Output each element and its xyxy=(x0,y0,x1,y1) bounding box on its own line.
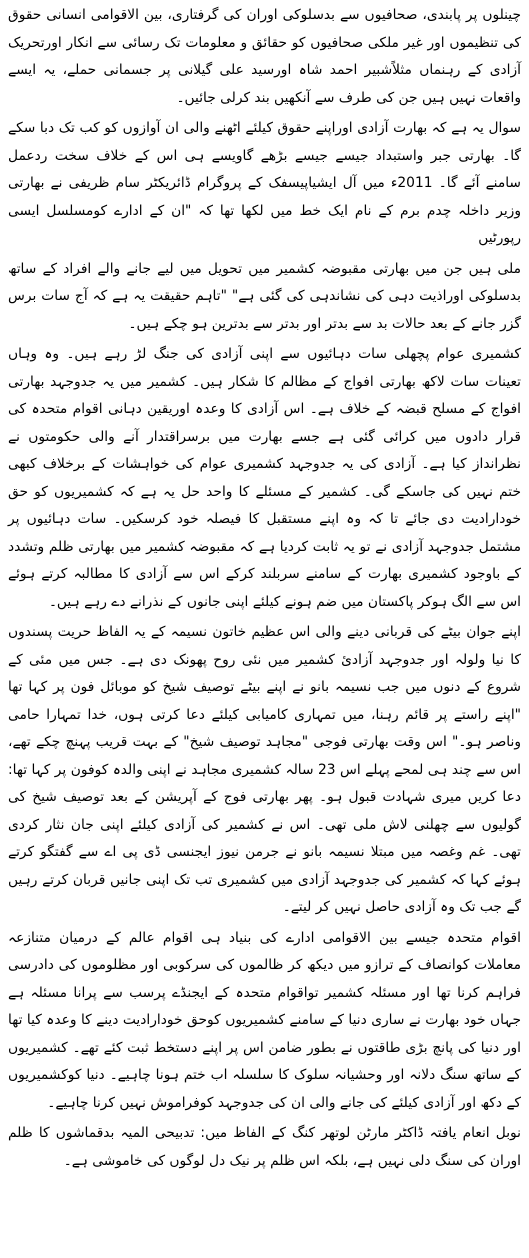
paragraph-mother-sacrifice: اپنے جوان بیٹے کی قربانی دینے والی اس عظیم خاتون نسیمہ کے یہ الفاظ حریت پسندوں کا نیا ولولہ اور جدوجہد آزادیٔ کشمیر میں نئی روح پھونک دی ہے۔ جس میں مئی کے شروع کے دنوں میں جب نسیمہ بانو نے اپنے بیٹے توصیف شیخ کو موبائل فون پر کہا تھا "اپنے راستے پر قائم رہنا، میں تمہاری کامیابی کیلئے دعا کرتی ہوں، خدا تمہارا حامی وناصر ہو۔" اس وقت بھارتی فوجی "مجاہد توصیف شیخ" کے بہت قریب پہنچ چکے تھے، اس سے چند ہی لمحے پہلے اس 23 سالہ کشمیری مجاہد نے اپنی والدہ کوفون پر کہا تھا: دعا کریں میری شہادت قبول ہو۔ پھر بھارتی فوج کے آپریشن کے بعد توصیف شیخ کی گولیوں سے چھلنی لاش ملی تھی۔ اس نے کشمیر کی آزادی کیلئے اپنی جان نثار کردی تھی۔ غم وغصہ میں مبتلا نسیمہ بانو نے جرمن نیوز ایجنسی ڈی پی اے سے گفتگو کرتے ہوئے کہا کہ کشمیر کی جدوجہد آزادی میں کشمیری تب تک اپنی جانیں قربان کرتے رہیں گے جب تک وہ آزادی حاصل نہیں کر لیتے۔ xyxy=(8,624,521,915)
paragraph-question: سوال یہ ہے کہ بھارت آزادی اوراپنے حقوق کیلئے اٹھنے والی ان آوازوں کو کب تک دبا سکے گا۔ بھارتی جبر واستبداد جیسے جیسے بڑھے گاویسے ہی اس کے خلاف سخت ردعمل سامنے آئے گا۔ 2011ء میں آل ایشیاپیسفک کے پروگرام ڈائریکٹر سام ظریفی نے بھارتی وزیر داخلہ چدم برم کے نام ایک خط میں لکھا تھا کہ "ان کے ادارے کومسلسل ایسی رپورٹیں xyxy=(8,120,521,246)
paragraph-quote: نوبل انعام یافتہ ڈاکٹر مارٹن لوتھر کنگ کے الفاظ میں: تدبیحی المیہ بدقماشوں کا ظلم اوران کی سنگ دلی نہیں ہے، بلکہ اس ظلم پر نیک دل لوگوں کی خاموشی ہے۔ xyxy=(8,1125,521,1169)
paragraph-struggle: کشمیری عوام پچھلی سات دہائیوں سے اپنی آزادی کی جنگ لڑ رہے ہیں۔ وہ وہاں تعینات سات لاکھ بھارتی افواج کے مظالم کا شکار ہیں۔ کشمیر میں یہ جدوجہد بھارتی افواج کے مسلح قبضہ کے خلاف ہے۔ اس آزادی کا وعدہ اوریقین دہانی اقوام متحدہ کی قرار دادوں میں کرائی گئی ہے جسے بھارت میں برسراقتدار آنے والی حکومتوں نے نظرانداز کیا ہے۔ آزادی کی یہ جدوجہد کشمیری عوام کی خواہشات کے برخلاف کبھی ختم نہیں کی جاسکے گی۔ کشمیر کے مسئلے کا واحد حل یہ ہے کہ کشمیریوں کو حق خودارادیت دی جائے تا کہ وہ اپنے مستقبل کا فیصلہ خود کرسکیں۔ سات دہائیوں پر مشتمل جدوجہد آزادی نے تو یہ ثابت کردیا ہے کہ مقبوضہ کشمیر میں بھارتی ظلم وتشدد کے باوجود کشمیری بھارت کے سامنے سربلند کرکے اس سے آزادی کا مطالبہ کرتے ہوئے اس سے الگ ہوکر پاکستان میں ضم ہونے کیلئے اپنی جانوں کے نذرانے دے رہے ہیں۔ xyxy=(8,346,521,610)
paragraph-reports: ملی ہیں جن میں بھارتی مقبوضہ کشمیر میں تحویل میں لیے جانے والے افراد کے ساتھ بدسلوکی اوراذیت دہی کی نشاندہی کی گئی ہے" "تاہم حقیقت یہ ہے کہ آج سات برس گزر جانے کے بعد حالات بد سے بدتر اور بدتر سے بدترین ہو چکے ہیں۔ xyxy=(8,260,521,332)
paragraph-united-nations: اقوام متحدہ جیسے بین الاقوامی ادارے کی بنیاد ہی اقوام عالم کے درمیان متنازعہ معاملات کوانصاف کے ترازو میں دیکھ کر ظالموں کی سرکوبی اور مظلوموں کی دادرسی فراہم کرنا تھا اور مسئلہ کشمیر تواقوام متحدہ کے ایجنڈے پرسب سے پرانا مسئلہ ہے جہاں خود بھارت نے ساری دنیا کے سامنے کشمیریوں کوحق خودارادیت دینے کا وعدہ کیا تھا اور دنیا کی پانچ بڑی طاقتوں نے بطور ضامن اس پر اپنے دستخط ثبت کئے تھے۔ کشمیریوں کے ساتھ سنگ دلانہ اور وحشیانہ سلوک کا سلسلہ اب ختم ہونا چاہیے۔ دنیا کوکشمیریوں کے دکھ اور آزادی کیلئے کی جانے والی ان کی جدوجہد کوفراموش نہیں کرنا چاہیے۔ xyxy=(8,929,521,1111)
paragraph-restrictions: چینلوں پر پابندی، صحافیوں سے بدسلوکی اوران کی گرفتاری، بین الاقوامی انسانی حقوق کی تنظیموں اور غیر ملکی صحافیوں کو حقائق و معلومات تک رسائی سے انکار اورتحریک آزادی کے رہنماں مثلاًشبیر احمد شاہ اورسید علی گیلانی پر جسمانی حملے، یہ ایسے واقعات نہیں ہیں جن کی طرف سے آنکھیں بند کرلی جائیں۔ xyxy=(8,7,521,106)
